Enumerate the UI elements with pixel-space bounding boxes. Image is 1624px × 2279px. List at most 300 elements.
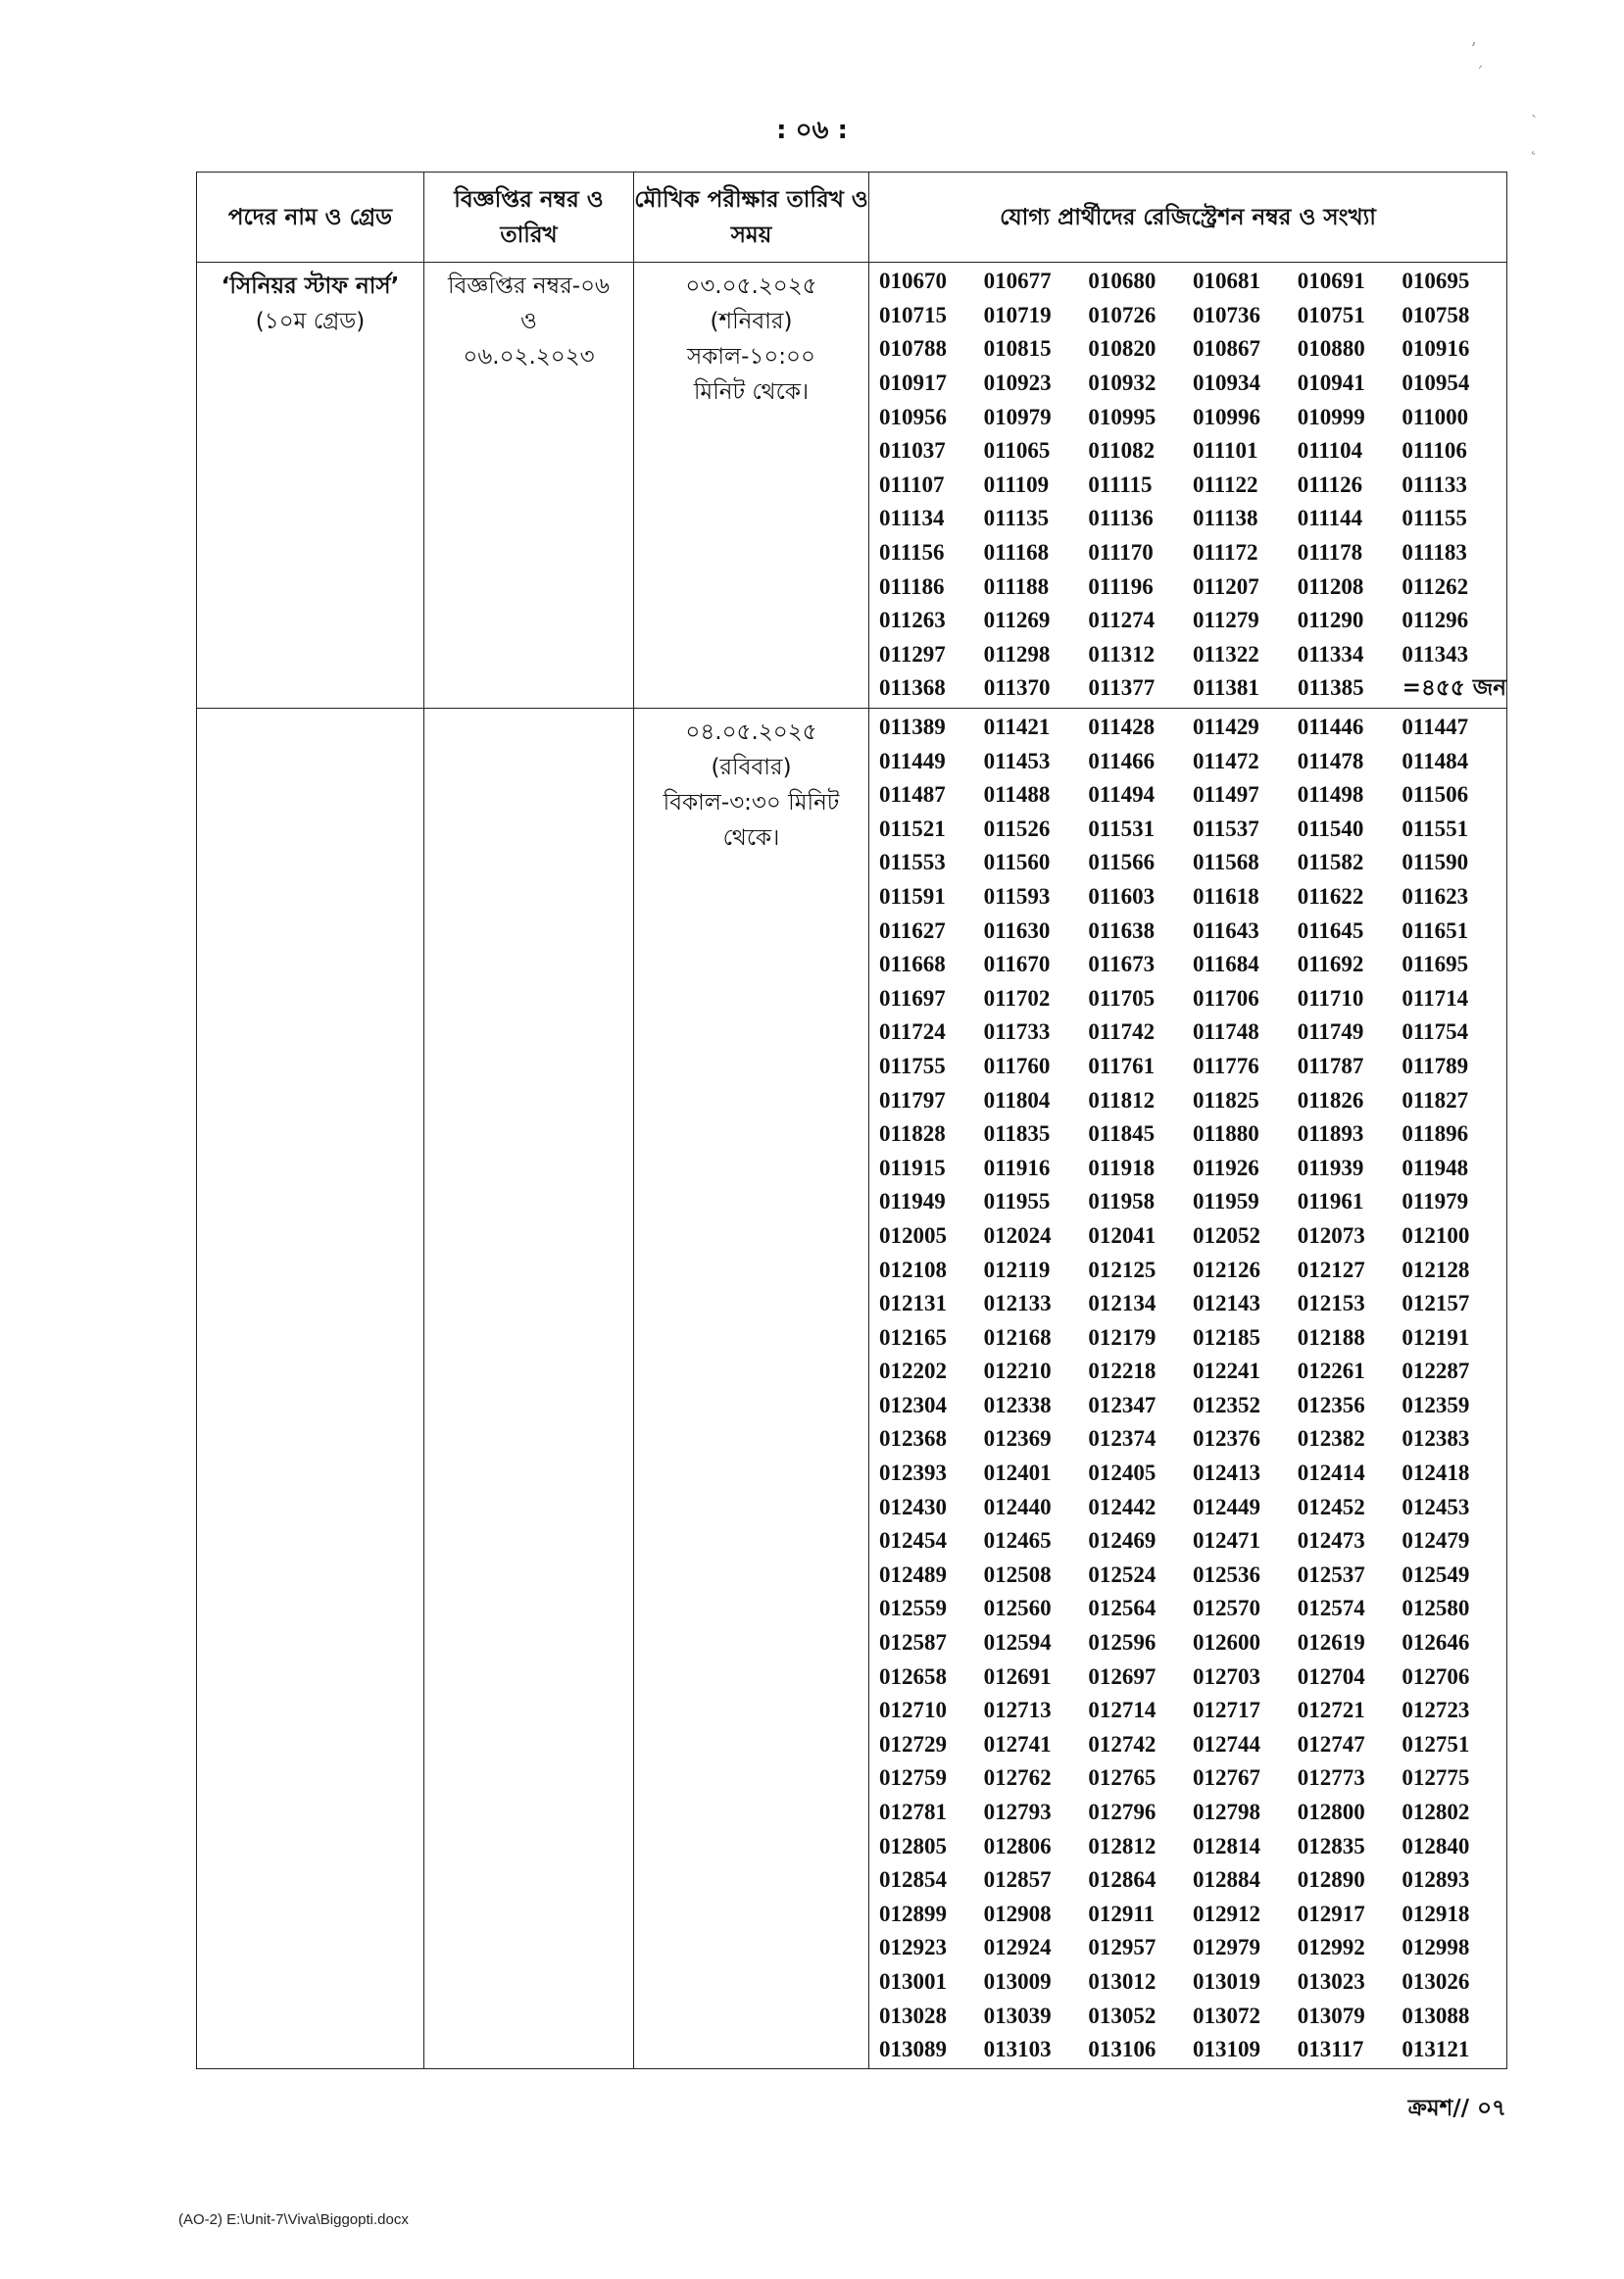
registration-number: 012440 [983, 1494, 1052, 1519]
registration-number: 011449 [879, 748, 946, 773]
registration-number: 011279 [1193, 608, 1259, 633]
registration-number: 012570 [1193, 1596, 1261, 1621]
registration-number: 012100 [1402, 1222, 1470, 1248]
registration-number: 012052 [1193, 1222, 1261, 1248]
registration-number: 011428 [1088, 715, 1156, 740]
registration-number: 012717 [1193, 1698, 1261, 1723]
viva-from: মিনিট থেকে। [693, 379, 810, 405]
page-number: : ০৬ : [776, 116, 848, 145]
registration-number: 011155 [1402, 506, 1467, 531]
registration-number: 011804 [983, 1087, 1051, 1113]
registration-number: 011207 [1193, 573, 1259, 599]
registration-row [869, 1728, 1506, 1762]
registration-number: 011825 [1193, 1087, 1259, 1113]
registration-number: 011939 [1297, 1155, 1364, 1180]
registration-number: 012998 [1402, 1935, 1470, 1960]
table-row-session-2 [197, 708, 1507, 2069]
registration-row [869, 502, 1506, 536]
registration-number: 012157 [1402, 1291, 1470, 1316]
registration-row [869, 1863, 1506, 1898]
registration-number: 011109 [983, 471, 1050, 497]
registration-number: 013079 [1297, 2003, 1365, 2028]
registration-number: 010670 [879, 269, 947, 294]
registration-number: 012508 [983, 1561, 1052, 1587]
notice-cell [424, 263, 634, 709]
registration-number: 011893 [1297, 1121, 1364, 1147]
table-header-row [197, 173, 1507, 263]
registration-number: 011828 [879, 1121, 946, 1147]
registration-number: 011702 [983, 985, 1051, 1011]
registration-number: 012210 [983, 1359, 1052, 1384]
scan-mark: ʼ [1470, 39, 1476, 60]
registration-cell-session-2 [869, 708, 1507, 2069]
registration-row [869, 1151, 1506, 1185]
registration-number: 011638 [1088, 917, 1156, 943]
registration-number: 011645 [1297, 917, 1364, 943]
registration-number: 011742 [1088, 1019, 1156, 1045]
registration-number: 012347 [1088, 1392, 1156, 1417]
registration-number: 012119 [983, 1257, 1051, 1282]
registration-number: 012376 [1193, 1426, 1261, 1452]
registration-number: 012454 [879, 1528, 947, 1554]
registration-number: 011958 [1088, 1189, 1156, 1214]
registration-number: 013026 [1402, 1968, 1470, 1994]
registration-number: 012430 [879, 1494, 947, 1519]
registration-number: 011755 [879, 1053, 946, 1078]
registration-number: 012524 [1088, 1561, 1156, 1587]
registration-number: 013012 [1088, 1968, 1156, 1994]
notice-number: বিজ্ঞপ্তির নম্বর-০৬ [448, 273, 610, 299]
registration-number: 011385 [1297, 675, 1364, 701]
registration-row [869, 1320, 1506, 1355]
registration-number: 011178 [1297, 540, 1363, 566]
registration-number: 012374 [1088, 1426, 1156, 1452]
registration-number: 012703 [1193, 1663, 1261, 1689]
registration-number: 013009 [983, 1968, 1052, 1994]
registration-number: 010934 [1193, 371, 1261, 396]
registration-number: 011630 [983, 917, 1051, 943]
registration-row [869, 1083, 1506, 1117]
registration-row [869, 846, 1506, 880]
registration-number: 012765 [1088, 1765, 1156, 1791]
registration-number: 011591 [879, 883, 946, 909]
registration-number: 012559 [879, 1596, 947, 1621]
notice-and: ও [520, 309, 537, 334]
header-post: পদের নাম ও গ্রেড [197, 173, 424, 263]
registration-row [869, 1626, 1506, 1660]
registration-number: 011695 [1402, 952, 1469, 977]
registration-number: 011668 [879, 952, 946, 977]
registration-row [869, 536, 1506, 570]
registration-row [869, 1931, 1506, 1965]
registration-number: 011618 [1193, 883, 1259, 909]
registration-number: 012721 [1297, 1698, 1365, 1723]
registration-row [869, 1761, 1506, 1796]
registration-number: 011290 [1297, 608, 1364, 633]
registration-list-session-2 [869, 709, 1506, 2069]
registration-number: 011188 [983, 573, 1050, 599]
registration-table [196, 172, 1507, 2069]
registration-number: 011670 [983, 952, 1051, 977]
registration-number: 010996 [1193, 404, 1261, 429]
viva-date: ০৩.০৫.২০২৫ [685, 273, 817, 299]
registration-number: 012918 [1402, 1901, 1470, 1926]
viva-time: বিকাল-৩:৩০ মিনিট [663, 789, 840, 816]
viva-day: (রবিবার) [711, 754, 792, 780]
registration-number: 012587 [879, 1630, 947, 1656]
registration-number: 011478 [1297, 748, 1364, 773]
registration-number: 010820 [1088, 336, 1156, 362]
registration-number: 012802 [1402, 1800, 1470, 1825]
registration-number: 011134 [879, 506, 945, 531]
registration-number: 012479 [1402, 1528, 1470, 1554]
registration-number: 012024 [983, 1222, 1052, 1248]
registration-number: 011296 [1402, 608, 1469, 633]
viva-from: থেকে। [722, 824, 780, 851]
registration-row [869, 299, 1506, 333]
registration-number: 012814 [1193, 1833, 1261, 1858]
registration-number: 011754 [1402, 1019, 1469, 1045]
registration-number: 011298 [983, 641, 1051, 667]
registration-number: 011312 [1088, 641, 1156, 667]
registration-number: 012452 [1297, 1494, 1365, 1519]
registration-number: 011274 [1088, 608, 1156, 633]
registration-number: 012188 [1297, 1324, 1365, 1350]
registration-number: 010880 [1297, 336, 1365, 362]
registration-row [869, 434, 1506, 469]
registration-number: 013109 [1193, 2037, 1261, 2062]
registration-number: 011343 [1402, 641, 1469, 667]
registration-number: 011122 [1193, 471, 1258, 497]
registration-number: 010681 [1193, 269, 1261, 294]
registration-number: 012143 [1193, 1291, 1261, 1316]
registration-number: 012742 [1088, 1731, 1156, 1757]
registration-number: 011896 [1402, 1121, 1469, 1147]
registration-number: 012796 [1088, 1800, 1156, 1825]
registration-number: 011812 [1088, 1087, 1156, 1113]
registration-number: 012580 [1402, 1596, 1470, 1621]
registration-number: 011037 [879, 438, 946, 464]
registration-number: 012767 [1193, 1765, 1261, 1791]
registration-number: 012414 [1297, 1461, 1365, 1486]
registration-number: 012536 [1193, 1561, 1261, 1587]
registration-number: 012418 [1402, 1461, 1470, 1486]
registration-number: 012165 [879, 1324, 947, 1350]
registration-row [869, 1965, 1506, 2000]
registration-number: 010979 [983, 404, 1052, 429]
registration-number: 012773 [1297, 1765, 1365, 1791]
registration-row [869, 1422, 1506, 1457]
registration-number: 012594 [983, 1630, 1052, 1656]
registration-number: 012899 [879, 1901, 947, 1926]
registration-number: 012338 [983, 1392, 1052, 1417]
registration-number: 011322 [1193, 641, 1259, 667]
registration-row [869, 332, 1506, 367]
registration-number: 013106 [1088, 2037, 1156, 2062]
registration-number: 011498 [1297, 782, 1364, 808]
registration-number: 012127 [1297, 1257, 1365, 1282]
post-cell-empty [197, 708, 424, 2069]
registration-number: 011540 [1297, 816, 1364, 841]
registration-number: 011389 [879, 715, 946, 740]
registration-number: 012911 [1088, 1901, 1156, 1926]
registration-number: 012646 [1402, 1630, 1470, 1656]
scan-mark: ˊ [1475, 64, 1484, 84]
registration-number: 012923 [879, 1935, 947, 1960]
registration-number: 012473 [1297, 1528, 1365, 1554]
registration-number: 011603 [1088, 883, 1156, 909]
registration-number: 011168 [983, 540, 1050, 566]
registration-number: 010719 [983, 302, 1052, 327]
registration-number: 011472 [1193, 748, 1259, 773]
file-path: (AO-2) E:\Unit-7\Viva\Biggopti.docx [178, 2211, 409, 2228]
registration-row [869, 469, 1506, 503]
registration-number: 011429 [1193, 715, 1259, 740]
registration-number: 011368 [879, 675, 946, 701]
registration-number: 013039 [983, 2003, 1052, 2028]
table-row-session-1 [197, 263, 1507, 709]
registration-row [869, 265, 1506, 299]
registration-number: 011138 [1193, 506, 1258, 531]
registration-row [869, 914, 1506, 948]
registration-number: 013088 [1402, 2003, 1470, 2028]
registration-number: 011826 [1297, 1087, 1364, 1113]
registration-number: 012442 [1088, 1494, 1156, 1519]
registration-number: 012185 [1193, 1324, 1261, 1350]
registration-number: 012890 [1297, 1867, 1365, 1893]
registration-number: 011297 [879, 641, 946, 667]
registration-number: 012537 [1297, 1561, 1365, 1587]
registration-row [869, 1796, 1506, 1830]
registration-number: 012979 [1193, 1935, 1261, 1960]
registration-number: 011101 [1193, 438, 1258, 464]
registration-number: 010715 [879, 302, 947, 327]
registration-number: 012073 [1297, 1222, 1365, 1248]
registration-number: 012405 [1088, 1461, 1156, 1486]
registration-row [869, 604, 1506, 638]
registration-number: 011208 [1297, 573, 1364, 599]
registration-row [869, 1457, 1506, 1491]
registration-row [869, 1490, 1506, 1524]
registration-row [869, 948, 1506, 982]
registration-row [869, 1559, 1506, 1593]
registration-number: 012800 [1297, 1800, 1365, 1825]
registration-number: 011453 [983, 748, 1051, 773]
registration-number: 012241 [1193, 1359, 1261, 1384]
registration-number: 011959 [1193, 1189, 1259, 1214]
registration-number: 010941 [1297, 371, 1365, 396]
registration-cell-session-1 [869, 263, 1507, 709]
registration-number: 010691 [1297, 269, 1365, 294]
continued-label: ক্রমশ// ০৭ [1407, 2096, 1506, 2121]
registration-number: 012714 [1088, 1698, 1156, 1723]
registration-number: 011749 [1297, 1019, 1364, 1045]
registration-number: 011115 [1088, 471, 1153, 497]
registration-number: 011466 [1088, 748, 1156, 773]
registration-row [869, 1592, 1506, 1626]
registration-row [869, 1355, 1506, 1389]
registration-number: 012574 [1297, 1596, 1365, 1621]
registration-number: 012168 [983, 1324, 1052, 1350]
registration-number: 012413 [1193, 1461, 1261, 1486]
registration-number: 012908 [983, 1901, 1052, 1926]
registration-number: 011724 [879, 1019, 946, 1045]
registration-number: 012304 [879, 1392, 947, 1417]
registration-number: 011979 [1402, 1189, 1469, 1214]
registration-number: 011845 [1088, 1121, 1156, 1147]
registration-number: 012957 [1088, 1935, 1156, 1960]
registration-number: 013117 [1297, 2037, 1364, 2062]
registration-number: 012924 [983, 1935, 1052, 1960]
registration-number: 010758 [1402, 302, 1470, 327]
registration-number: 011622 [1297, 883, 1364, 909]
registration-row [869, 1287, 1506, 1321]
registration-row [869, 1050, 1506, 1084]
registration-row [869, 1016, 1506, 1050]
registration-number: 011381 [1193, 675, 1259, 701]
registration-number: 011447 [1402, 715, 1469, 740]
registration-row [869, 981, 1506, 1016]
registration-number: 011915 [879, 1155, 946, 1180]
registration-number: 012741 [983, 1731, 1052, 1757]
registration-number: 011692 [1297, 952, 1364, 977]
registration-row [869, 1389, 1506, 1423]
registration-number: 012369 [983, 1426, 1052, 1452]
registration-number: 012489 [879, 1561, 947, 1587]
registration-number: 011643 [1193, 917, 1259, 943]
registration-number: 011531 [1088, 816, 1156, 841]
registration-number: 011673 [1088, 952, 1156, 977]
registration-number: 013121 [1402, 2037, 1470, 2062]
registration-number: 010788 [879, 336, 947, 362]
registration-number: 012560 [983, 1596, 1052, 1621]
registration-number: 011156 [879, 540, 945, 566]
registration-number: 012453 [1402, 1494, 1470, 1519]
registration-number: 011082 [1088, 438, 1156, 464]
registration-number: 012806 [983, 1833, 1052, 1858]
registration-number: 012747 [1297, 1731, 1365, 1757]
registration-number: 012857 [983, 1867, 1052, 1893]
registration-number: 013028 [879, 2003, 947, 2028]
registration-number: 012798 [1193, 1800, 1261, 1825]
registration-number: 010956 [879, 404, 947, 429]
registration-number: 010736 [1193, 302, 1261, 327]
registration-number: 013001 [879, 1968, 947, 1994]
registration-number: 010917 [879, 371, 947, 396]
registration-row [869, 367, 1506, 401]
registration-number: 011761 [1088, 1053, 1156, 1078]
registration-number: 013072 [1193, 2003, 1261, 2028]
registration-number: 012762 [983, 1765, 1052, 1791]
registration-number: 012352 [1193, 1392, 1261, 1417]
registration-number: 012697 [1088, 1663, 1156, 1689]
registration-number: 012368 [879, 1426, 947, 1452]
registration-number: 012005 [879, 1222, 947, 1248]
registration-number: 011000 [1402, 404, 1469, 429]
registration-list-session-1 [869, 263, 1506, 708]
registration-number: 012706 [1402, 1663, 1470, 1689]
registration-number: 012884 [1193, 1867, 1261, 1893]
registration-number: 012471 [1193, 1528, 1261, 1554]
registration-row [869, 744, 1506, 778]
registration-number: 011106 [1402, 438, 1467, 464]
registration-row [869, 1999, 1506, 2033]
registration-number: 012131 [879, 1291, 947, 1316]
registration-row [869, 1524, 1506, 1559]
registration-row [869, 1829, 1506, 1863]
registration-number: 012179 [1088, 1324, 1156, 1350]
registration-number: 011827 [1402, 1087, 1469, 1113]
registration-number: 012781 [879, 1800, 947, 1825]
registration-number: 012917 [1297, 1901, 1365, 1926]
registration-number: 012108 [879, 1257, 947, 1282]
registration-number: 012854 [879, 1867, 947, 1893]
registration-number: 012133 [983, 1291, 1052, 1316]
registration-number: 011880 [1193, 1121, 1259, 1147]
registration-number: 012723 [1402, 1698, 1470, 1723]
registration-number: 010695 [1402, 269, 1470, 294]
registration-row [869, 880, 1506, 915]
registration-number: 010932 [1088, 371, 1156, 396]
registration-number: 011526 [983, 816, 1051, 841]
registration-number: 011926 [1193, 1155, 1259, 1180]
registration-number: 012401 [983, 1461, 1052, 1486]
registration-number: 013089 [879, 2037, 947, 2062]
registration-number: 012840 [1402, 1833, 1470, 1858]
registration-number: 011787 [1297, 1053, 1364, 1078]
registration-row [869, 1185, 1506, 1219]
registration-number: 011684 [1193, 952, 1259, 977]
registration-number: 012812 [1088, 1833, 1156, 1858]
registration-number: 012751 [1402, 1731, 1470, 1757]
registration-number: 011961 [1297, 1189, 1364, 1214]
registration-number: 012041 [1088, 1222, 1156, 1248]
registration-number: 011623 [1402, 883, 1469, 909]
registration-number: 012713 [983, 1698, 1052, 1723]
registration-number: 012549 [1402, 1561, 1470, 1587]
registration-number: 011537 [1193, 816, 1259, 841]
registration-number: 011568 [1193, 850, 1259, 875]
registration-number: 012793 [983, 1800, 1052, 1825]
registration-number: 012805 [879, 1833, 947, 1858]
registration-number: 011566 [1088, 850, 1156, 875]
registration-number: 011421 [983, 715, 1051, 740]
registration-number: 011133 [1402, 471, 1467, 497]
registration-number: 011506 [1402, 782, 1469, 808]
registration-number: 011560 [983, 850, 1051, 875]
registration-number: 012128 [1402, 1257, 1470, 1282]
registration-number: 011714 [1402, 985, 1469, 1011]
registration-number: 010954 [1402, 371, 1470, 396]
registration-row [869, 1253, 1506, 1287]
registration-number: 013103 [983, 2037, 1052, 2062]
registration-row [869, 813, 1506, 847]
registration-row [869, 638, 1506, 672]
registration-number: 010815 [983, 336, 1052, 362]
registration-row [869, 671, 1506, 706]
registration-row [869, 1660, 1506, 1694]
registration-number: 011263 [879, 608, 946, 633]
registration-number: 012729 [879, 1731, 947, 1757]
registration-number: 011107 [879, 471, 945, 497]
header-viva: মৌখিক পরীক্ষার তারিখ ও সময় [634, 173, 869, 263]
registration-row [869, 400, 1506, 434]
registration-number: 011949 [879, 1189, 946, 1214]
registration-number: 012153 [1297, 1291, 1365, 1316]
registration-number: 013023 [1297, 1968, 1365, 1994]
registration-number: 011705 [1088, 985, 1156, 1011]
header-registrations: যোগ্য প্রার্থীদের রেজিস্ট্রেশন নম্বর ও সংখ্যা [869, 173, 1507, 263]
